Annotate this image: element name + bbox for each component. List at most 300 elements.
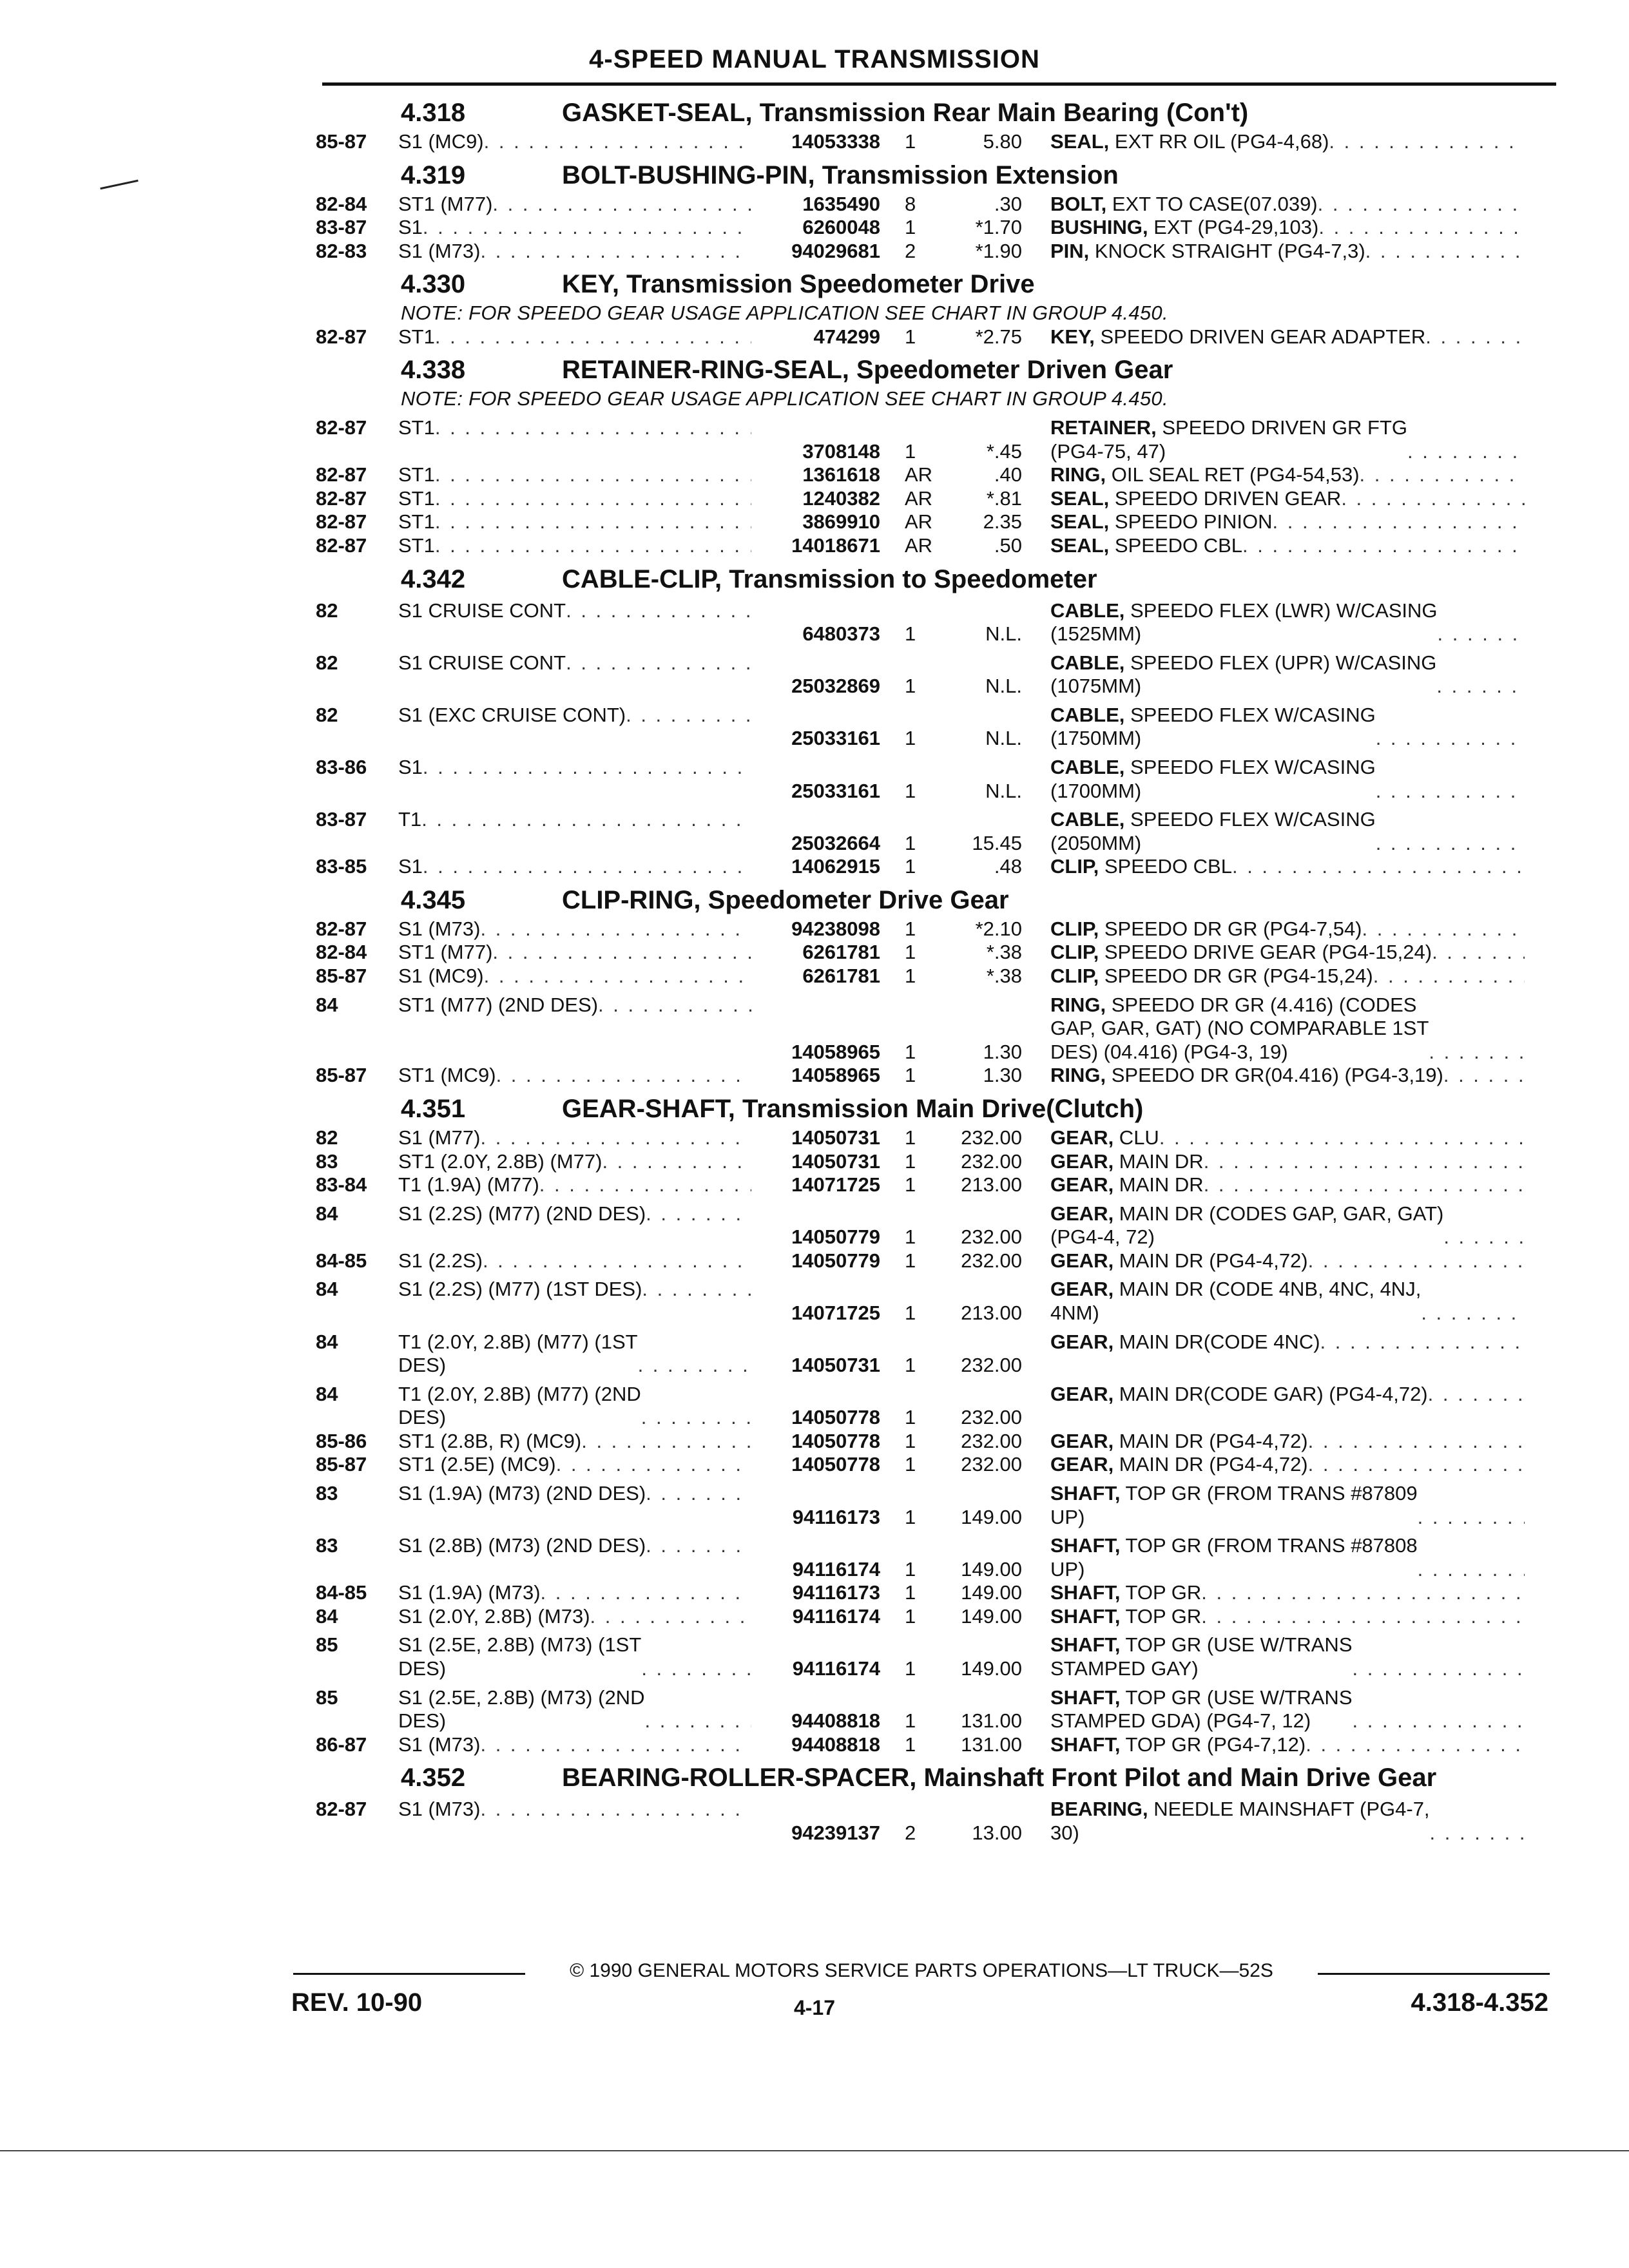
- dot-leader: [484, 965, 751, 988]
- part-description: MAIN DR (PG4-4,72): [1113, 1249, 1308, 1272]
- part-name: GEAR,: [1050, 1453, 1114, 1476]
- dot-leader: [1329, 130, 1525, 154]
- dot-leader: [1308, 1249, 1525, 1273]
- application-cell: [398, 325, 751, 349]
- model-years: 82-83: [316, 239, 367, 262]
- application-cell: [398, 1482, 751, 1506]
- dot-leader: [480, 1733, 751, 1757]
- description-cell: [1022, 463, 1525, 487]
- description-cell: [1022, 416, 1525, 463]
- description: [1050, 994, 1429, 1064]
- dot-leader: [1376, 780, 1525, 803]
- table-row: [316, 463, 1559, 487]
- description-cell: [1022, 1064, 1525, 1088]
- part-name: SHAFT,: [1050, 1604, 1121, 1628]
- part-name: CABLE,: [1050, 703, 1125, 726]
- application: T1: [398, 808, 422, 831]
- table-row: [316, 1150, 1559, 1174]
- price: 149.00: [961, 1505, 1022, 1528]
- description: [1050, 1798, 1430, 1845]
- table-row: [316, 855, 1559, 879]
- part-description: MAIN DR: [1113, 1173, 1204, 1196]
- part-number: 3869910: [802, 510, 880, 533]
- application: S1 (2.8B) (M73) (2ND DES): [398, 1534, 646, 1557]
- description-cell: [1022, 1581, 1525, 1605]
- application-cell: [398, 1633, 751, 1680]
- price: N.L.: [985, 727, 1022, 750]
- part-description: NEEDLE MAINSHAFT (PG4-7, 30): [1050, 1798, 1430, 1844]
- part-name: SHAFT,: [1050, 1686, 1121, 1709]
- application: S1 (2.5E, 2.8B) (M73) (2ND DES): [398, 1686, 645, 1733]
- application: ST1 (2.8B, R) (MC9): [398, 1429, 582, 1452]
- part-number: 14050779: [791, 1249, 880, 1272]
- part-description: SPEEDO DRIVEN GEAR: [1109, 486, 1342, 510]
- description-cell: [1022, 1453, 1525, 1477]
- part-description: SPEEDO CBL: [1109, 533, 1243, 557]
- section-heading: [316, 1094, 1559, 1124]
- description: [1050, 1581, 1201, 1605]
- dot-leader: [566, 651, 751, 675]
- part-number: 94116173: [792, 1581, 880, 1604]
- price: 1.30: [983, 1064, 1022, 1087]
- application: S1 CRUISE CONT: [398, 651, 566, 674]
- quantity: 1: [905, 439, 916, 463]
- price: 2.35: [983, 510, 1022, 533]
- application-cell: [398, 1126, 751, 1150]
- quantity: 1: [905, 831, 916, 854]
- section-title: GASKET-SEAL, Transmission Rear Main Bearing (Con't): [562, 99, 1249, 127]
- description: [1050, 510, 1273, 534]
- description: [1050, 651, 1436, 698]
- description-cell: [1022, 1383, 1525, 1407]
- application-cell: [398, 1383, 751, 1430]
- dot-leader: [1353, 1657, 1525, 1681]
- part-number: 94239137: [791, 1821, 880, 1844]
- section-heading: [316, 269, 1559, 299]
- price: *.38: [986, 941, 1022, 964]
- dot-leader: [480, 1126, 751, 1150]
- part-description: MAIN DR: [1113, 1149, 1204, 1173]
- model-years: 83-85: [316, 855, 367, 878]
- model-years: 82-87: [316, 486, 367, 510]
- section-heading: [316, 564, 1559, 594]
- table-row: [316, 1733, 1559, 1757]
- revision-label: REV. 10-90: [291, 1988, 423, 2017]
- quantity: 1: [905, 130, 916, 153]
- application-cell: [398, 216, 751, 240]
- part-name: CLIP,: [1050, 941, 1099, 964]
- description-cell: [1022, 1482, 1525, 1529]
- table-row: [316, 808, 1559, 855]
- price: *1.70: [975, 216, 1022, 239]
- part-description: SPEEDO DRIVEN GEAR ADAPTER: [1094, 325, 1426, 348]
- application-cell: [398, 965, 751, 988]
- part-description: TOP GR: [1120, 1604, 1202, 1628]
- application: S1 (2.2S): [398, 1249, 483, 1272]
- description-cell: [1022, 534, 1525, 558]
- application: ST1: [398, 486, 435, 510]
- application-cell: [398, 651, 751, 675]
- part-description: MAIN DR(CODE GAR) (PG4-4,72): [1113, 1382, 1428, 1405]
- section-heading: [316, 355, 1559, 385]
- part-description: TOP GR: [1120, 1581, 1202, 1604]
- dot-leader: [1373, 965, 1525, 988]
- part-number: 14071725: [791, 1173, 880, 1196]
- part-number: 94408818: [791, 1709, 880, 1733]
- description-cell: [1022, 965, 1525, 988]
- dot-leader: [1204, 1150, 1525, 1174]
- part-name: SHAFT,: [1050, 1733, 1121, 1756]
- part-number: 14050778: [791, 1406, 880, 1429]
- part-number: 1240382: [802, 486, 880, 510]
- model-years: 83-84: [316, 1173, 367, 1196]
- dot-leader: [642, 1278, 751, 1302]
- part-name: SHAFT,: [1050, 1534, 1121, 1557]
- price: 149.00: [961, 1657, 1022, 1680]
- section-title: CABLE-CLIP, Transmission to Speedometer: [562, 564, 1097, 593]
- model-years: 82-87: [316, 325, 367, 348]
- application: T1 (1.9A) (M77): [398, 1173, 539, 1196]
- quantity: 1: [905, 325, 916, 348]
- quantity: 1: [905, 1064, 916, 1087]
- model-years: 84: [316, 1278, 338, 1301]
- section-heading: [316, 1763, 1559, 1792]
- price: 149.00: [961, 1604, 1022, 1628]
- part-name: KEY,: [1050, 325, 1095, 348]
- dot-leader: [423, 216, 751, 240]
- dot-leader: [1201, 1581, 1525, 1605]
- description: [1050, 1430, 1308, 1454]
- price: 232.00: [961, 1126, 1022, 1149]
- description-cell: [1022, 1733, 1525, 1757]
- quantity: 2: [905, 239, 916, 262]
- section-number: 4.338: [401, 356, 466, 385]
- section-number: 4.352: [401, 1763, 466, 1792]
- part-description: SPEEDO DRIVEN GR FTG (PG4-75, 47): [1050, 416, 1408, 463]
- application-cell: [398, 193, 751, 216]
- model-years: 85-87: [316, 1453, 367, 1476]
- part-number: 14050778: [791, 1453, 880, 1476]
- part-number: 14018671: [791, 533, 880, 557]
- dot-leader: [1360, 463, 1525, 487]
- description: [1050, 1534, 1418, 1581]
- description-cell: [1022, 1633, 1525, 1680]
- footer-rule-left: [293, 1973, 525, 1975]
- table-row: [316, 1686, 1559, 1733]
- description-cell: [1022, 1150, 1525, 1174]
- table-row: [316, 1278, 1559, 1325]
- description: [1050, 756, 1376, 803]
- part-name: SHAFT,: [1050, 1581, 1121, 1604]
- part-name: CABLE,: [1050, 755, 1125, 778]
- description: [1050, 463, 1360, 487]
- section-note: NOTE: FOR SPEEDO GEAR USAGE APPLICATION SEE CHART IN GROUP 4.450.: [401, 387, 1168, 410]
- application-cell: [398, 1798, 751, 1821]
- section-title: BEARING-ROLLER-SPACER, Mainshaft Front Pilot and Main Drive Gear: [562, 1763, 1437, 1792]
- quantity: AR: [905, 510, 933, 533]
- model-years: 82-87: [316, 416, 367, 439]
- part-number: 94116174: [792, 1557, 880, 1581]
- dot-leader: [1407, 440, 1525, 464]
- part-name: GEAR,: [1050, 1278, 1114, 1301]
- application: S1 (2.0Y, 2.8B) (M73): [398, 1604, 590, 1628]
- model-years: 82-87: [316, 463, 367, 486]
- part-description: SPEEDO CBL: [1099, 855, 1232, 878]
- part-number: 25033161: [791, 727, 880, 750]
- application-cell: [398, 534, 751, 558]
- part-name: GEAR,: [1050, 1173, 1114, 1196]
- table-row: [316, 1202, 1559, 1249]
- part-name: BOLT,: [1050, 192, 1107, 215]
- description-cell: [1022, 240, 1525, 264]
- description: [1050, 599, 1438, 646]
- application: S1 (EXC CRUISE CONT): [398, 703, 626, 726]
- description: [1050, 1453, 1308, 1477]
- description: [1050, 1605, 1201, 1629]
- dot-leader: [1232, 855, 1525, 879]
- description: [1050, 704, 1376, 751]
- quantity: 1: [905, 779, 916, 802]
- application-cell: [398, 808, 751, 832]
- description-cell: [1022, 918, 1525, 941]
- part-number: 25032664: [791, 831, 880, 854]
- price: .30: [994, 192, 1022, 215]
- part-number: 6261781: [802, 965, 880, 988]
- description-cell: [1022, 510, 1525, 534]
- application: ST1: [398, 325, 435, 348]
- table-row: [316, 1331, 1559, 1378]
- description: [1050, 193, 1318, 216]
- part-name: PIN,: [1050, 239, 1090, 262]
- part-number: 14071725: [791, 1301, 880, 1324]
- description-cell: [1022, 216, 1525, 240]
- part-name: BUSHING,: [1050, 216, 1148, 239]
- description: [1050, 130, 1329, 154]
- dot-leader: [641, 1657, 751, 1681]
- part-name: GEAR,: [1050, 1149, 1114, 1173]
- part-name: GEAR,: [1050, 1249, 1114, 1272]
- footer-rule-right: [1318, 1973, 1550, 1975]
- table-row: [316, 1383, 1559, 1430]
- quantity: 2: [905, 1821, 916, 1844]
- part-name: SHAFT,: [1050, 1633, 1121, 1657]
- description: [1050, 1686, 1353, 1733]
- section-title: GEAR-SHAFT, Transmission Main Drive(Clutch): [562, 1094, 1144, 1123]
- model-years: 82-87: [316, 533, 367, 557]
- dot-leader: [646, 1534, 751, 1558]
- part-number: 1361618: [802, 463, 880, 486]
- application: ST1 (M77): [398, 941, 493, 964]
- quantity: 1: [905, 1040, 916, 1063]
- section-note: NOTE: FOR SPEEDO GEAR USAGE APPLICATION SEE CHART IN GROUP 4.450.: [401, 302, 1168, 325]
- part-description: SPEEDO DR GR (PG4-15,24): [1099, 965, 1373, 988]
- price: 232.00: [961, 1225, 1022, 1249]
- application: S1 CRUISE CONT: [398, 599, 566, 622]
- part-name: CLIP,: [1050, 917, 1099, 940]
- quantity: 1: [905, 1149, 916, 1173]
- dot-leader: [1318, 193, 1525, 216]
- description-cell: [1022, 487, 1525, 511]
- part-number: 25033161: [791, 779, 880, 802]
- table-row: [316, 1453, 1559, 1477]
- part-number: 3708148: [802, 439, 880, 463]
- model-years: 84: [316, 1382, 338, 1405]
- application: ST1: [398, 463, 435, 486]
- dot-leader: [1318, 216, 1525, 240]
- part-description: MAIN DR(CODE 4NC): [1113, 1330, 1320, 1353]
- price: *.81: [986, 486, 1022, 510]
- description-cell: [1022, 994, 1525, 1064]
- price: 232.00: [961, 1429, 1022, 1452]
- model-years: 85: [316, 1633, 338, 1657]
- description-cell: [1022, 808, 1525, 855]
- dot-leader: [1204, 1173, 1525, 1197]
- price: 131.00: [961, 1733, 1022, 1756]
- application: ST1: [398, 416, 435, 439]
- price: *.45: [986, 439, 1022, 463]
- application: S1 (1.9A) (M73) (2ND DES): [398, 1482, 646, 1505]
- application: S1 (1.9A) (M73): [398, 1581, 541, 1604]
- application: S1 (M73): [398, 1733, 481, 1756]
- price: 213.00: [961, 1301, 1022, 1324]
- application: S1 (M73): [398, 1798, 481, 1821]
- dot-leader: [1365, 240, 1525, 264]
- table-row: [316, 325, 1559, 349]
- quantity: 1: [905, 1354, 916, 1377]
- quantity: 1: [905, 1301, 916, 1324]
- section-number: 4.351: [401, 1094, 466, 1123]
- table-row: [316, 918, 1559, 941]
- application-cell: [398, 994, 751, 1017]
- description: [1050, 1331, 1320, 1354]
- parts-listing: [316, 91, 1559, 1845]
- dot-leader: [435, 534, 751, 558]
- table-row: [316, 1534, 1559, 1581]
- model-years: 82-87: [316, 1798, 367, 1821]
- model-years: 83: [316, 1482, 338, 1505]
- table-row: [316, 965, 1559, 988]
- model-years: 83-86: [316, 755, 367, 778]
- description-cell: [1022, 1686, 1525, 1733]
- application-cell: [398, 1278, 751, 1302]
- application-cell: [398, 1150, 751, 1174]
- section-number: 4.319: [401, 160, 466, 189]
- application: ST1 (2.0Y, 2.8B) (M77): [398, 1149, 602, 1173]
- application-cell: [398, 1430, 751, 1454]
- dot-leader: [539, 1173, 751, 1197]
- description: [1050, 965, 1373, 988]
- price: 15.45: [972, 831, 1022, 854]
- dot-leader: [483, 1249, 751, 1273]
- price: 232.00: [961, 1149, 1022, 1173]
- quantity: 1: [905, 1733, 916, 1756]
- dot-leader: [435, 325, 751, 349]
- application: ST1: [398, 533, 435, 557]
- part-number: 6260048: [802, 216, 880, 239]
- part-number: 14062915: [791, 855, 880, 878]
- table-row: [316, 1605, 1559, 1629]
- price: *.38: [986, 965, 1022, 988]
- part-description: SPEEDO FLEX W/CASING (1750MM): [1050, 703, 1376, 750]
- quantity: 1: [905, 1126, 916, 1149]
- model-years: 83: [316, 1534, 338, 1557]
- application-cell: [398, 1064, 751, 1088]
- section-heading: [316, 160, 1559, 190]
- dot-leader: [1376, 832, 1525, 856]
- application: S1 (2.5E, 2.8B) (M73) (1ST DES): [398, 1633, 642, 1680]
- dot-leader: [590, 1605, 751, 1629]
- dot-leader: [492, 941, 751, 965]
- part-description: SPEEDO FLEX (UPR) W/CASING (1075MM): [1050, 651, 1437, 698]
- page-header-title: 4-SPEED MANUAL TRANSMISSION: [589, 45, 1040, 73]
- part-name: CLIP,: [1050, 965, 1099, 988]
- section-title: RETAINER-RING-SEAL, Speedometer Driven Gear: [562, 356, 1173, 385]
- application-cell: [398, 416, 751, 440]
- table-row: [316, 1430, 1559, 1454]
- section-number: 4.342: [401, 564, 466, 593]
- part-number: 1635490: [802, 192, 880, 215]
- section-number: 4.345: [401, 885, 466, 914]
- price: *2.10: [975, 917, 1022, 940]
- dot-leader: [1273, 510, 1525, 534]
- part-description: TOP GR (USE W/TRANS STAMPED GAY): [1050, 1633, 1353, 1680]
- dot-leader: [480, 240, 751, 264]
- part-description: SPEEDO DR GR (PG4-7,54): [1099, 917, 1362, 940]
- page-number: 4-17: [793, 1996, 836, 2019]
- price: *1.90: [975, 239, 1022, 262]
- part-number: 14050731: [791, 1354, 880, 1377]
- application: S1 (2.2S) (M77) (1ST DES): [398, 1278, 642, 1301]
- application-cell: [398, 1249, 751, 1273]
- quantity: AR: [905, 463, 933, 486]
- table-row: [316, 599, 1559, 646]
- dot-leader: [1159, 1126, 1525, 1150]
- quantity: 1: [905, 1406, 916, 1429]
- dot-leader: [641, 1406, 751, 1430]
- part-description: SPEEDO DR GR (4.416) (CODES GAP, GAR, GAT) (NO COMPARABLE 1ST DES) (04.416) (PG4-3, 19): [1050, 993, 1429, 1063]
- part-description: KNOCK STRAIGHT (PG4-7,3): [1089, 239, 1365, 262]
- section-heading: [316, 98, 1559, 128]
- dot-leader: [435, 416, 751, 440]
- description-cell: [1022, 1278, 1525, 1325]
- quantity: 1: [905, 1225, 916, 1249]
- dot-leader: [581, 1430, 751, 1454]
- price: N.L.: [985, 622, 1022, 646]
- dot-leader: [566, 599, 751, 623]
- table-row: [316, 1482, 1559, 1529]
- application-cell: [398, 240, 751, 264]
- application-cell: [398, 487, 751, 511]
- dot-leader: [1429, 1041, 1525, 1064]
- quantity: 1: [905, 1581, 916, 1604]
- description: [1050, 1633, 1353, 1680]
- application-cell: [398, 1686, 751, 1733]
- table-row: [316, 1173, 1559, 1197]
- model-years: 84-85: [316, 1249, 367, 1272]
- table-row: [316, 1798, 1559, 1845]
- quantity: 1: [905, 1604, 916, 1628]
- quantity: 1: [905, 1657, 916, 1680]
- part-name: GEAR,: [1050, 1382, 1114, 1405]
- part-description: SPEEDO FLEX (LWR) W/CASING (1525MM): [1050, 599, 1438, 646]
- part-description: SPEEDO DR GR(04.416) (PG4-3,19): [1106, 1064, 1443, 1087]
- part-number: 6261781: [802, 941, 880, 964]
- description-cell: [1022, 1605, 1525, 1629]
- price: 131.00: [961, 1709, 1022, 1733]
- quantity: 1: [905, 965, 916, 988]
- table-row: [316, 1249, 1559, 1273]
- description-cell: [1022, 130, 1525, 154]
